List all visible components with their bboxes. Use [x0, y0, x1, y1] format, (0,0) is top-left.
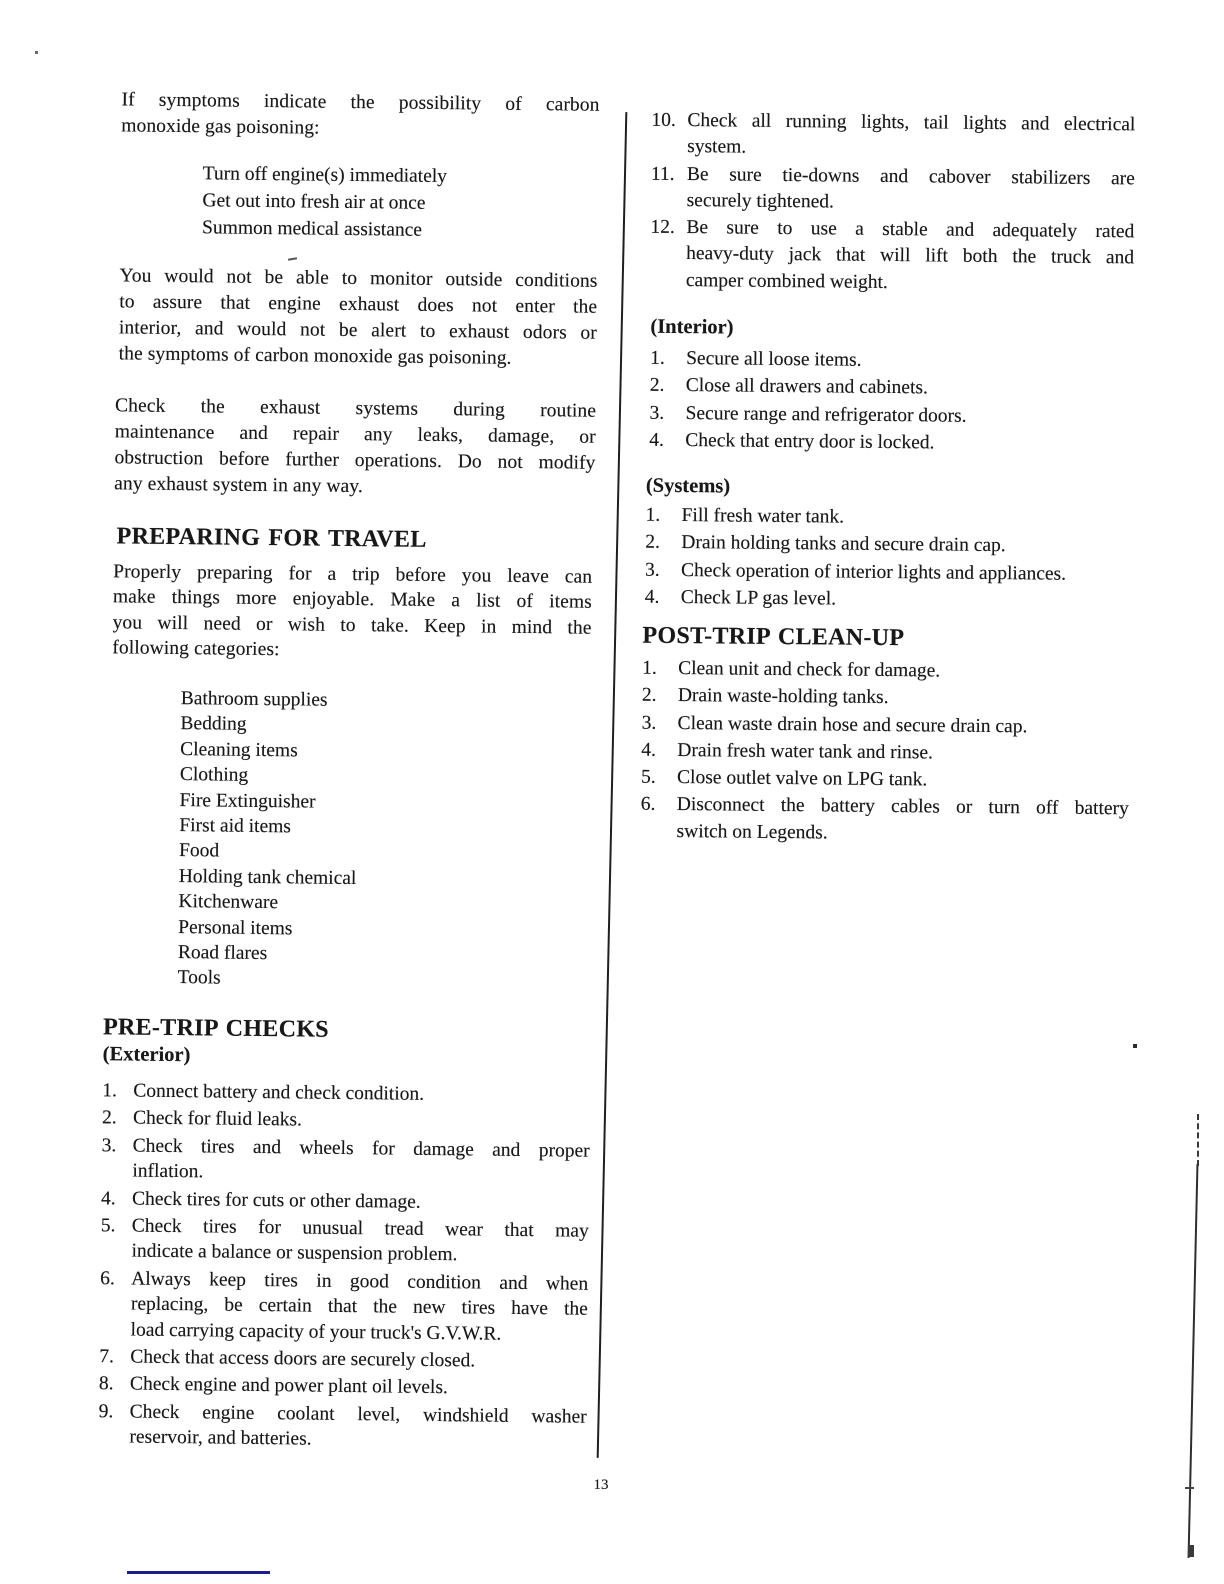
text-line: Connect battery and check condition. [133, 1080, 425, 1105]
text-line: inflation. [132, 1160, 204, 1183]
list-item [649, 400, 1132, 431]
text-line: monoxide gas poisoning: [121, 115, 320, 139]
list-item-number: 12. [650, 216, 675, 239]
list-item-number: 8. [98, 1373, 114, 1395]
bottom-blue-line [127, 1571, 270, 1574]
list-item-text [678, 656, 1130, 687]
list-item [641, 765, 1129, 796]
list-item-number: 2. [101, 1107, 117, 1129]
list-item-text [677, 738, 1129, 769]
subheading-exterior: (Exterior) [102, 1043, 191, 1067]
list-item-number: 3. [101, 1135, 117, 1157]
text-line: Be sure to use a stable and adequately rated [686, 217, 1135, 243]
list-item-text [132, 1186, 589, 1217]
scan-edge-streak [1188, 1164, 1199, 1558]
text-line: load carrying capacity of your truck's G.V.W.R. [130, 1319, 502, 1345]
list-item [102, 1078, 590, 1109]
list-item [641, 738, 1129, 769]
text-line: If symptoms indicate the possibility of carbon [121, 89, 600, 116]
list-item [645, 530, 1131, 561]
list-item [649, 428, 1132, 459]
text-line: Drain waste-holding tanks. [677, 685, 889, 709]
list-item-number: 5. [100, 1215, 116, 1237]
list-item-number: 2. [641, 684, 657, 707]
list-item-text [133, 1079, 590, 1110]
text-line: Close outlet valve on LPG tank. [676, 767, 928, 791]
list-item [101, 1186, 589, 1217]
list-item-text [681, 558, 1131, 589]
list-item-number: 5. [640, 766, 656, 788]
list-item-text [676, 792, 1128, 849]
text-line: the symptoms of carbon monoxide gas poisoning. [118, 343, 512, 369]
list-item-number: 4. [644, 586, 660, 608]
subheading-systems: (Systems) [645, 474, 731, 498]
text-line: Secure range and refrigerator doors. [685, 402, 967, 427]
subheading-interior: (Interior) [650, 315, 734, 339]
text-line: Fill fresh water tank. [681, 505, 845, 528]
post-trip-checklist [640, 656, 1130, 851]
packing-categories-list [177, 686, 358, 993]
list-item-text [685, 401, 1132, 432]
heading-pre-trip-checks: PRE-TRIP CHECKS [102, 1014, 330, 1043]
list-item [641, 710, 1129, 741]
text-line: Check tires for unusual tread wear that may [131, 1215, 589, 1242]
list-item-text [686, 346, 1133, 377]
list-item-text [130, 1372, 587, 1403]
list-item [99, 1372, 587, 1403]
text-line: Check tires and wheels for damage and proper [132, 1135, 590, 1162]
category-item: Bedding [180, 713, 247, 736]
text-line: to assure that engine exhaust does not enter the [119, 291, 598, 318]
text-line: following categories: [112, 637, 280, 661]
paragraph-carbon-monoxide-intro [121, 87, 600, 144]
category-item: Fire Extinguisher [179, 789, 316, 813]
list-item [642, 656, 1130, 687]
text-line: Close all drawers and cabinets. [685, 375, 928, 399]
list-item-text [677, 711, 1129, 742]
left-column [98, 85, 603, 1450]
emergency-steps-list [202, 160, 447, 244]
list-item-text [130, 1266, 588, 1347]
list-item-text [677, 765, 1129, 796]
text-line: maintenance and repair any leaks, damage, or [114, 421, 596, 448]
list-item-number: 3. [641, 712, 657, 734]
list-item-number: 1. [650, 347, 665, 369]
category-item: Tools [177, 967, 221, 990]
text-line: indicate a balance or suspension problem. [131, 1240, 458, 1266]
emergency-step: Turn off engine(s) immediately [202, 163, 448, 188]
scan-speck [35, 51, 38, 54]
list-item-text [681, 503, 1131, 534]
list-item [101, 1133, 590, 1189]
list-item-number: 11. [650, 163, 675, 185]
list-item-number: 3. [649, 402, 665, 424]
list-item-number: 3. [644, 559, 660, 581]
text-line: Check LP gas level. [680, 586, 837, 610]
category-item: First aid items [179, 815, 292, 838]
text-line: securely tightened. [686, 189, 835, 213]
list-item-number: 1. [645, 504, 661, 526]
list-item-number: 6. [640, 794, 656, 816]
list-item [650, 215, 1135, 299]
right-column [640, 102, 1135, 851]
list-item-number: 10. [651, 109, 676, 131]
list-item [99, 1266, 588, 1348]
systems-checklist [645, 503, 1132, 617]
list-item-text [687, 162, 1135, 219]
list-item [645, 557, 1131, 588]
text-line: camper combined weight. [685, 269, 888, 293]
text-line: any exhaust system in any way. [114, 473, 363, 498]
category-item: Road flares [177, 942, 268, 965]
list-item-number: 7. [99, 1346, 115, 1368]
text-line: Check tires for cuts or other damage. [131, 1188, 421, 1213]
text-line: Disconnect the battery cables or turn off battery [676, 794, 1129, 820]
text-line: Clean waste drain hose and secure drain cap. [677, 712, 1028, 737]
list-item-number: 4. [649, 429, 665, 451]
list-item [645, 585, 1131, 616]
list-item-text [678, 683, 1130, 714]
text-line: You would not be able to monitor outside conditions [119, 265, 598, 292]
text-line: Check engine and power plant oil levels. [129, 1374, 448, 1399]
category-item: Clothing [179, 764, 249, 787]
list-item [640, 792, 1128, 849]
list-item-text [129, 1399, 587, 1455]
text-line: Properly preparing for a trip before you leave can [113, 561, 593, 588]
text-line: Check for fluid leaks. [132, 1107, 303, 1131]
paragraph-exhaust-systems [114, 393, 596, 502]
scan-tick [1185, 1487, 1194, 1489]
list-item-text [681, 530, 1131, 561]
text-line: heavy-duty jack that will lift both the truck and [686, 243, 1135, 269]
list-item [642, 683, 1130, 714]
category-item: Cleaning items [180, 738, 298, 762]
list-item-number: 9. [98, 1401, 114, 1423]
list-item [650, 346, 1133, 377]
list-item-text [687, 108, 1135, 165]
emergency-step: Get out into fresh air at once [202, 190, 426, 214]
scan-blob [1188, 1545, 1194, 1557]
list-item [102, 1106, 590, 1137]
heading-preparing-for-travel: PREPARING FOR TRAVEL [116, 523, 427, 553]
list-item-number: 4. [641, 739, 657, 761]
text-line: Check operation of interior lights and appliances. [680, 559, 1067, 585]
list-item-text [686, 215, 1135, 298]
text-line: you will need or wish to take. Keep in mind the [112, 611, 592, 639]
category-item: Personal items [178, 916, 293, 940]
text-line: switch on Legends. [676, 820, 828, 844]
text-line: Check that access doors are securely closed. [130, 1346, 476, 1372]
column-divider-rule [597, 112, 628, 1458]
list-item-text [686, 373, 1133, 404]
list-item-number: 2. [649, 375, 665, 397]
list-item [98, 1399, 587, 1455]
list-item [645, 503, 1131, 534]
emergency-step: Summon medical assistance [201, 217, 423, 241]
list-item-number: 1. [642, 657, 657, 679]
text-line: Check engine coolant level, windshield washer [129, 1401, 587, 1428]
list-item-text [131, 1214, 589, 1270]
page-number: 13 [593, 1477, 609, 1493]
text-line: Check that entry door is locked. [685, 429, 935, 454]
text-line: reservoir, and batteries. [129, 1426, 312, 1450]
category-item: Holding tank chemical [178, 865, 357, 889]
text-line: Drain holding tanks and secure drain cap. [681, 532, 1006, 557]
text-line: replacing, be certain that the new tires have the [130, 1293, 588, 1320]
text-line: system. [687, 136, 747, 158]
scan-dot [1133, 1044, 1137, 1048]
list-item [651, 161, 1135, 218]
text-line: obstruction before further operations. Do not modify [114, 447, 596, 474]
category-item: Food [178, 840, 220, 862]
list-item [651, 108, 1135, 165]
list-item [100, 1213, 589, 1269]
category-item: Kitchenware [178, 891, 279, 914]
text-line: Secure all loose items. [686, 348, 862, 371]
text-line: Clean unit and check for damage. [678, 657, 941, 682]
list-item-number: 1. [102, 1080, 118, 1102]
list-item-text [681, 585, 1131, 616]
list-item-number: 2. [645, 531, 661, 554]
list-item-number: 4. [100, 1187, 116, 1209]
list-item-number: 6. [100, 1268, 115, 1290]
list-item-text [130, 1345, 587, 1376]
list-item-text [132, 1133, 590, 1189]
list-item-text [685, 428, 1132, 459]
text-line: Check all running lights, tail lights and electrical [687, 110, 1136, 136]
list-item [99, 1344, 587, 1375]
interior-checklist [649, 346, 1133, 460]
text-line: Be sure tie-downs and cabover stabilizers are [686, 163, 1135, 189]
paragraph-preparing [112, 559, 592, 666]
heading-post-trip-clean-up: POST-TRIP CLEAN-UP [642, 622, 905, 652]
text-line: make things more enjoyable. Make a list of items [112, 586, 593, 614]
list-item [650, 373, 1133, 404]
exterior-checklist [98, 1078, 590, 1457]
list-item-text [133, 1106, 590, 1137]
text-line: interior, and would not be alert to exhaust odors or [118, 317, 598, 344]
text-line: Check the exhaust systems during routine [114, 395, 597, 422]
category-item: Bathroom supplies [180, 688, 328, 711]
text-line: Always keep tires in good condition and when [131, 1268, 589, 1295]
text-line: Drain fresh water tank and rinse. [677, 739, 934, 764]
exterior-checklist-continued [650, 108, 1136, 300]
paragraph-monitor-conditions [119, 263, 598, 372]
scan-dashed-edge-line [1197, 1114, 1199, 1166]
